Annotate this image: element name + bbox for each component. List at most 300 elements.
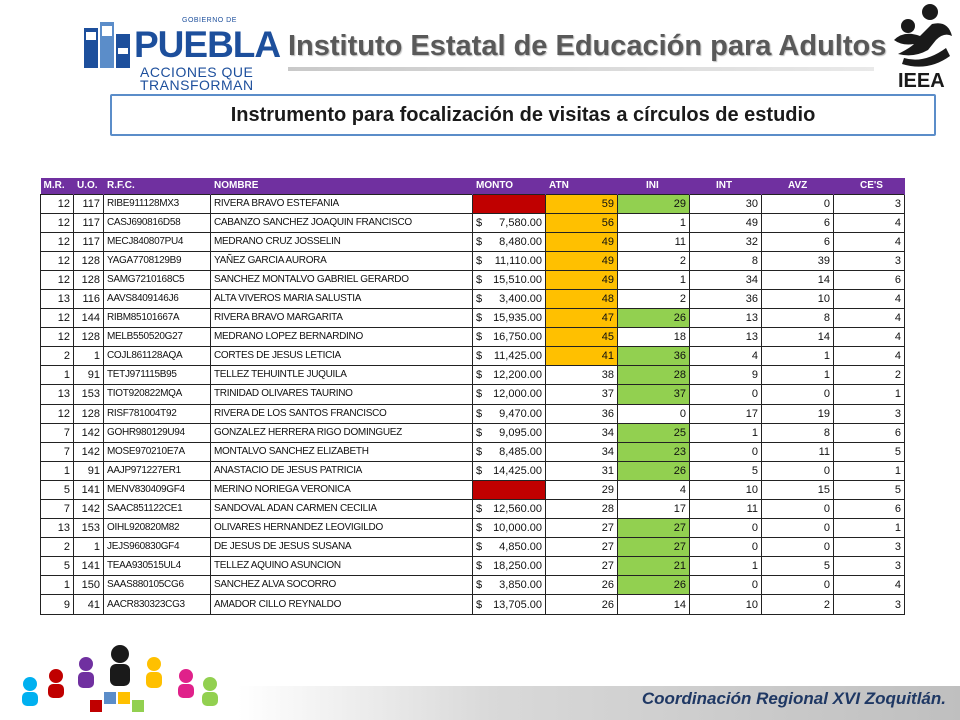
cell-ces: 3	[834, 194, 905, 213]
col-ini: INI	[618, 178, 690, 194]
cell-monto	[473, 404, 546, 423]
cell-ini: 4	[618, 480, 690, 499]
cell-monto	[473, 194, 546, 213]
cell-rfc: JEJS960830GF4	[104, 538, 211, 557]
table-row	[41, 557, 905, 576]
cell-monto	[473, 347, 546, 366]
table-row	[41, 232, 905, 251]
cell-uo: 116	[74, 289, 104, 308]
cell-avz: 0	[762, 461, 834, 480]
monto-value: 9,470.00	[499, 407, 542, 420]
currency-symbol: $	[476, 426, 483, 439]
monto-value: 8,485.00	[499, 445, 542, 458]
cell-monto	[473, 557, 546, 576]
cell-uo: 128	[74, 404, 104, 423]
cell-ini: 23	[618, 442, 690, 461]
cell-mr: 2	[41, 538, 74, 557]
cell-monto	[473, 519, 546, 538]
cell-avz: 0	[762, 576, 834, 595]
cell-ces: 6	[834, 270, 905, 289]
cell-uo: 117	[74, 232, 104, 251]
cell-atn: 31	[546, 461, 618, 480]
subtitle: Instrumento para focalización de visitas a círculos de estudio	[230, 104, 816, 126]
cell-uo: 91	[74, 366, 104, 385]
cell-atn: 45	[546, 328, 618, 347]
cell-uo: 1	[74, 538, 104, 557]
cell-ini: 26	[618, 309, 690, 328]
cell-mr: 7	[41, 442, 74, 461]
cell-monto	[473, 328, 546, 347]
cell-ini: 11	[618, 232, 690, 251]
cell-monto	[473, 576, 546, 595]
cell-uo: 150	[74, 576, 104, 595]
subtitle-box	[110, 94, 936, 136]
cell-avz: 6	[762, 213, 834, 232]
cell-uo: 144	[74, 309, 104, 328]
currency-symbol: $	[476, 560, 483, 573]
monto-value: 18,250.00	[493, 560, 542, 573]
cell-uo: 128	[74, 328, 104, 347]
cell-atn: 41	[546, 347, 618, 366]
cell-nombre: SANDOVAL ADAN CARMEN CECILIA	[211, 500, 473, 519]
cell-ini: 18	[618, 328, 690, 347]
cell-nombre: TRINIDAD OLIVARES TAURINO	[211, 385, 473, 404]
cell-ini: 29	[618, 194, 690, 213]
cell-monto	[473, 213, 546, 232]
cell-int: 0	[690, 576, 762, 595]
cell-nombre: TELLEZ TEHUINTLE JUQUILA	[211, 366, 473, 385]
monto-value: 11,425.00	[493, 350, 542, 363]
cell-mr: 13	[41, 519, 74, 538]
cell-nombre: MEDRANO LOPEZ BERNARDINO	[211, 328, 473, 347]
cell-mr: 12	[41, 232, 74, 251]
cell-nombre: RIVERA BRAVO ESTEFANIA	[211, 194, 473, 213]
cell-rfc: COJL861128AQA	[104, 347, 211, 366]
cell-nombre: SANCHEZ ALVA SOCORRO	[211, 576, 473, 595]
col-nombre: NOMBRE	[211, 178, 473, 194]
cell-mr: 2	[41, 347, 74, 366]
table-row	[41, 385, 905, 404]
cell-ini: 25	[618, 423, 690, 442]
cell-avz: 8	[762, 309, 834, 328]
cell-ces: 3	[834, 404, 905, 423]
monto-value: 10,000.00	[493, 522, 542, 535]
cell-uo: 153	[74, 385, 104, 404]
monto-value: 12,200.00	[493, 369, 542, 382]
people-circle-icon	[10, 640, 226, 716]
cell-nombre: CORTES DE JESUS LETICIA	[211, 347, 473, 366]
cell-atn: 26	[546, 595, 618, 614]
cell-avz: 1	[762, 347, 834, 366]
monto-value: 21,060.00	[493, 197, 542, 210]
cell-atn: 27	[546, 557, 618, 576]
cell-rfc: TIOT920822MQA	[104, 385, 211, 404]
cell-ini: 1	[618, 270, 690, 289]
cell-int: 9	[690, 366, 762, 385]
monto-value: 3,400.00	[499, 293, 542, 306]
footer-text: Coordinación Regional XVI Zoquitlán.	[641, 689, 946, 708]
cell-int: 17	[690, 404, 762, 423]
cell-ces: 3	[834, 251, 905, 270]
cell-avz: 8	[762, 423, 834, 442]
cell-uo: 41	[74, 595, 104, 614]
cell-atn: 28	[546, 500, 618, 519]
institute-title: Instituto Estatal de Educación para Adultos	[288, 30, 887, 62]
table-row	[41, 194, 905, 213]
cell-uo: 141	[74, 480, 104, 499]
cell-int: 32	[690, 232, 762, 251]
cell-atn: 47	[546, 309, 618, 328]
table-header-row	[41, 178, 905, 194]
cell-rfc: MELB550520G27	[104, 328, 211, 347]
currency-symbol: $	[476, 388, 483, 401]
cell-uo: 1	[74, 347, 104, 366]
cell-avz: 5	[762, 557, 834, 576]
cell-atn: 34	[546, 423, 618, 442]
cell-ces: 3	[834, 538, 905, 557]
monto-value: 8,480.00	[499, 235, 542, 248]
monto-value: 27,850.00	[493, 483, 542, 496]
cell-ini: 26	[618, 461, 690, 480]
cell-monto	[473, 461, 546, 480]
cell-int: 0	[690, 538, 762, 557]
table-row	[41, 404, 905, 423]
title-underline	[288, 67, 874, 71]
cell-atn: 37	[546, 385, 618, 404]
currency-symbol: $	[476, 522, 483, 535]
cell-ces: 3	[834, 557, 905, 576]
monto-value: 16,750.00	[493, 331, 542, 344]
currency-symbol: $	[476, 331, 483, 344]
cell-ces: 4	[834, 232, 905, 251]
col-atn: ATN	[546, 178, 618, 194]
cell-avz: 14	[762, 328, 834, 347]
cell-uo: 128	[74, 270, 104, 289]
currency-symbol: $	[476, 273, 483, 286]
cell-mr: 1	[41, 576, 74, 595]
table-row	[41, 576, 905, 595]
cell-monto	[473, 538, 546, 557]
cell-nombre: OLIVARES HERNANDEZ LEOVIGILDO	[211, 519, 473, 538]
cell-mr: 12	[41, 270, 74, 289]
cell-monto	[473, 270, 546, 289]
cell-avz: 11	[762, 442, 834, 461]
cell-avz: 0	[762, 194, 834, 213]
cell-ces: 5	[834, 442, 905, 461]
table-row	[41, 289, 905, 308]
cell-atn: 49	[546, 251, 618, 270]
ieea-emblem-icon	[884, 2, 960, 70]
cell-ini: 2	[618, 289, 690, 308]
monto-value: 12,000.00	[493, 388, 542, 401]
monto-value: 4,850.00	[499, 541, 542, 554]
cell-rfc: TEAA930515UL4	[104, 557, 211, 576]
currency-symbol: $	[476, 579, 483, 592]
ieea-logo	[884, 2, 960, 94]
cell-atn: 38	[546, 366, 618, 385]
cell-avz: 0	[762, 538, 834, 557]
puebla-blocks-icon	[82, 18, 132, 70]
cell-rfc: MENV830409GF4	[104, 480, 211, 499]
cell-nombre: MEDRANO CRUZ JOSSELIN	[211, 232, 473, 251]
table-row	[41, 328, 905, 347]
currency-symbol: $	[476, 541, 483, 554]
table-row	[41, 519, 905, 538]
currency-symbol: $	[476, 197, 483, 210]
cell-uo: 153	[74, 519, 104, 538]
monto-value: 9,095.00	[499, 426, 542, 439]
currency-symbol: $	[476, 503, 483, 516]
cell-rfc: GOHR980129U94	[104, 423, 211, 442]
puebla-name: PUEBLA	[134, 24, 281, 65]
cell-nombre: SANCHEZ MONTALVO GABRIEL GERARDO	[211, 270, 473, 289]
cell-uo: 141	[74, 557, 104, 576]
currency-symbol: $	[476, 350, 483, 363]
currency-symbol: $	[476, 483, 483, 496]
cell-ini: 27	[618, 519, 690, 538]
cell-ces: 4	[834, 576, 905, 595]
cell-ces: 1	[834, 461, 905, 480]
table-row	[41, 423, 905, 442]
cell-rfc: SAAC851122CE1	[104, 500, 211, 519]
monto-value: 14,425.00	[493, 464, 542, 477]
cell-int: 0	[690, 385, 762, 404]
cell-avz: 6	[762, 232, 834, 251]
cell-uo: 128	[74, 251, 104, 270]
puebla-slogan-2: TRANSFORMAN	[140, 77, 254, 93]
cell-monto	[473, 251, 546, 270]
cell-rfc: MECJ840807PU4	[104, 232, 211, 251]
cell-mr: 12	[41, 194, 74, 213]
cell-ces: 1	[834, 519, 905, 538]
cell-uo: 117	[74, 194, 104, 213]
cell-rfc: OIHL920820M82	[104, 519, 211, 538]
cell-rfc: YAGA7708129B9	[104, 251, 211, 270]
cell-mr: 5	[41, 557, 74, 576]
cell-ini: 36	[618, 347, 690, 366]
cell-avz: 2	[762, 595, 834, 614]
cell-uo: 142	[74, 500, 104, 519]
cell-int: 5	[690, 461, 762, 480]
cell-rfc: AACR830323CG3	[104, 595, 211, 614]
cell-int: 10	[690, 595, 762, 614]
cell-uo: 117	[74, 213, 104, 232]
cell-avz: 19	[762, 404, 834, 423]
monto-value: 15,935.00	[493, 312, 542, 325]
cell-ini: 37	[618, 385, 690, 404]
cell-monto	[473, 289, 546, 308]
cell-int: 4	[690, 347, 762, 366]
cell-int: 1	[690, 423, 762, 442]
cell-rfc: CASJ690816D58	[104, 213, 211, 232]
cell-rfc: SAAS880105CG6	[104, 576, 211, 595]
table-row	[41, 480, 905, 499]
cell-ces: 4	[834, 309, 905, 328]
cell-avz: 15	[762, 480, 834, 499]
cell-atn: 49	[546, 232, 618, 251]
cell-rfc: RIBM85101667A	[104, 309, 211, 328]
cell-atn: 36	[546, 404, 618, 423]
cell-rfc: MOSE970210E7A	[104, 442, 211, 461]
cell-atn: 48	[546, 289, 618, 308]
cell-nombre: AMADOR CILLO REYNALDO	[211, 595, 473, 614]
col-mr: M.R.	[41, 178, 74, 194]
cell-monto	[473, 480, 546, 499]
monto-value: 7,580.00	[499, 216, 542, 229]
cell-monto	[473, 385, 546, 404]
currency-symbol: $	[476, 598, 483, 611]
monto-value: 11,110.00	[494, 254, 542, 267]
cell-rfc: SAMG7210168C5	[104, 270, 211, 289]
cell-int: 10	[690, 480, 762, 499]
cell-mr: 12	[41, 213, 74, 232]
table-row	[41, 270, 905, 289]
table-row	[41, 213, 905, 232]
cell-ces: 4	[834, 347, 905, 366]
cell-mr: 12	[41, 404, 74, 423]
monto-value: 13,705.00	[493, 598, 542, 611]
cell-ini: 26	[618, 576, 690, 595]
cell-ini: 27	[618, 538, 690, 557]
cell-mr: 9	[41, 595, 74, 614]
cell-mr: 7	[41, 423, 74, 442]
table-row	[41, 366, 905, 385]
table-row	[41, 442, 905, 461]
table-row	[41, 461, 905, 480]
cell-ini: 28	[618, 366, 690, 385]
cell-monto	[473, 309, 546, 328]
currency-symbol: $	[476, 235, 483, 248]
cell-atn: 29	[546, 480, 618, 499]
cell-mr: 1	[41, 366, 74, 385]
cell-ces: 4	[834, 328, 905, 347]
table-row	[41, 309, 905, 328]
cell-int: 0	[690, 442, 762, 461]
cell-ces: 6	[834, 423, 905, 442]
cell-int: 13	[690, 328, 762, 347]
currency-symbol: $	[476, 312, 483, 325]
currency-symbol: $	[476, 254, 483, 267]
currency-symbol: $	[476, 407, 483, 420]
cell-uo: 142	[74, 442, 104, 461]
cell-int: 34	[690, 270, 762, 289]
cell-atn: 26	[546, 576, 618, 595]
cell-int: 8	[690, 251, 762, 270]
cell-avz: 0	[762, 500, 834, 519]
cell-rfc: RISF781004T92	[104, 404, 211, 423]
cell-mr: 5	[41, 480, 74, 499]
cell-atn: 56	[546, 213, 618, 232]
cell-avz: 0	[762, 519, 834, 538]
col-uo: U.O.	[74, 178, 104, 194]
cell-mr: 13	[41, 385, 74, 404]
cell-atn: 59	[546, 194, 618, 213]
cell-avz: 10	[762, 289, 834, 308]
monto-value: 12,560.00	[493, 503, 542, 516]
cell-nombre: MONTALVO SANCHEZ ELIZABETH	[211, 442, 473, 461]
table-row	[41, 251, 905, 270]
cell-monto	[473, 442, 546, 461]
cell-atn: 49	[546, 270, 618, 289]
ieea-label: IEEA	[898, 70, 945, 92]
cell-nombre: TELLEZ AQUINO ASUNCION	[211, 557, 473, 576]
cell-ces: 6	[834, 500, 905, 519]
puebla-logo	[82, 14, 281, 94]
cell-monto	[473, 366, 546, 385]
table-row	[41, 538, 905, 557]
cell-nombre: RIVERA BRAVO MARGARITA	[211, 309, 473, 328]
cell-atn: 27	[546, 538, 618, 557]
cell-monto	[473, 232, 546, 251]
col-avz: AVZ	[762, 178, 834, 194]
cell-nombre: RIVERA DE LOS SANTOS FRANCISCO	[211, 404, 473, 423]
cell-int: 30	[690, 194, 762, 213]
table-row	[41, 347, 905, 366]
cell-avz: 0	[762, 385, 834, 404]
col-int: INT	[690, 178, 762, 194]
cell-ini: 17	[618, 500, 690, 519]
cell-int: 0	[690, 519, 762, 538]
puebla-slogan-1: ACCIONES QUE	[140, 64, 254, 80]
cell-rfc: AAJP971227ER1	[104, 461, 211, 480]
cell-int: 11	[690, 500, 762, 519]
monto-value: 3,850.00	[499, 579, 542, 592]
currency-symbol: $	[476, 369, 483, 382]
cell-nombre: MERINO NORIEGA VERONICA	[211, 480, 473, 499]
cell-int: 13	[690, 309, 762, 328]
cell-int: 36	[690, 289, 762, 308]
col-rfc: R.F.C.	[104, 178, 211, 194]
cell-mr: 13	[41, 289, 74, 308]
table-row	[41, 595, 905, 614]
cell-nombre: DE JESUS DE JESUS SUSANA	[211, 538, 473, 557]
table-row	[41, 500, 905, 519]
cell-uo: 91	[74, 461, 104, 480]
cell-mr: 12	[41, 328, 74, 347]
cell-ini: 2	[618, 251, 690, 270]
table-body	[41, 194, 905, 614]
cell-nombre: ALTA VIVEROS MARIA SALUSTIA	[211, 289, 473, 308]
cell-int: 49	[690, 213, 762, 232]
cell-ini: 14	[618, 595, 690, 614]
cell-ces: 5	[834, 480, 905, 499]
currency-symbol: $	[476, 445, 483, 458]
cell-ces: 1	[834, 385, 905, 404]
cell-monto	[473, 423, 546, 442]
cell-nombre: CABANZO SANCHEZ JOAQUIN FRANCISCO	[211, 213, 473, 232]
cell-rfc: AAVS8409146J6	[104, 289, 211, 308]
cell-nombre: YAÑEZ GARCIA AURORA	[211, 251, 473, 270]
cell-ces: 4	[834, 213, 905, 232]
cell-avz: 39	[762, 251, 834, 270]
cell-ini: 1	[618, 213, 690, 232]
cell-mr: 12	[41, 309, 74, 328]
cell-mr: 12	[41, 251, 74, 270]
cell-int: 1	[690, 557, 762, 576]
currency-symbol: $	[476, 216, 483, 229]
currency-symbol: $	[476, 464, 483, 477]
col-monto: MONTO	[473, 178, 546, 194]
cell-avz: 14	[762, 270, 834, 289]
cell-avz: 1	[762, 366, 834, 385]
cell-rfc: TETJ971115B95	[104, 366, 211, 385]
cell-mr: 1	[41, 461, 74, 480]
col-ces: CE'S	[834, 178, 905, 194]
currency-symbol: $	[476, 293, 483, 306]
cell-monto	[473, 595, 546, 614]
visits-table	[40, 178, 905, 615]
cell-nombre: GONZALEZ HERRERA RIGO DOMINGUEZ	[211, 423, 473, 442]
